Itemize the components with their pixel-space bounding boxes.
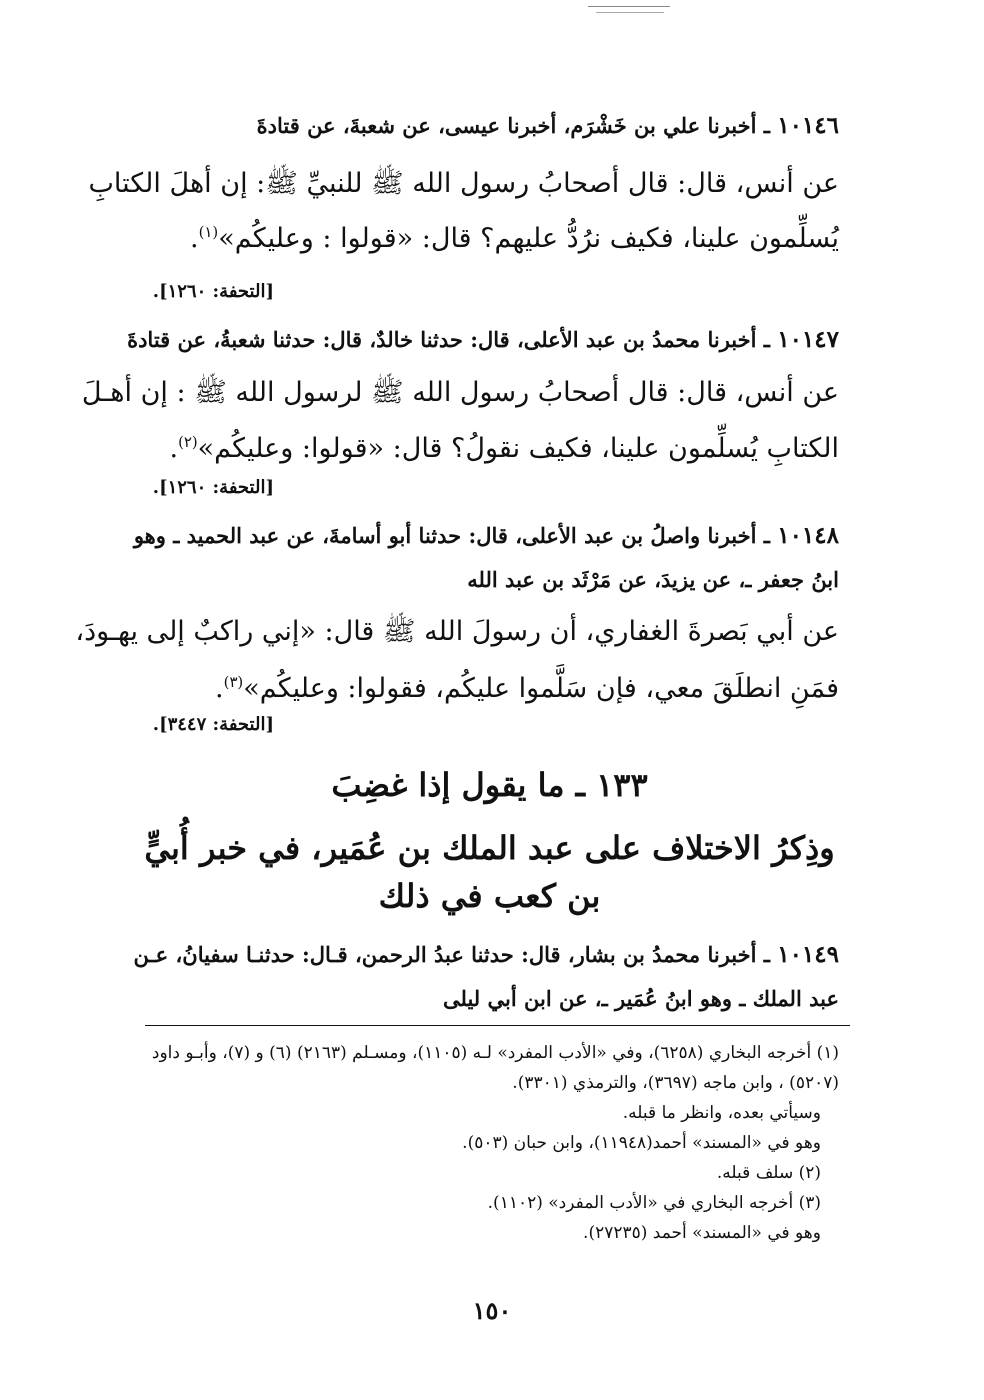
hadith-10147-matn-line1: عن أنس، قال: قال أصحابُ رسول الله ﷺ لرسول الله ﷺ : إن أهـلَ xyxy=(81,377,839,408)
hadith-10146-isnad xyxy=(140,112,839,140)
footnote-line: (٥٢٠٧) ، وابن ماجه (٣٦٩٧)، والترمذي (٣٣٠١). xyxy=(512,1073,839,1093)
hadith-10146-matn-line1: عن أنس، قال: قال أصحابُ رسول الله ﷺ للنبيِّ ﷺ: إن أهلَ الكتابِ xyxy=(88,168,839,199)
sentence-end: . xyxy=(169,433,179,464)
footnote-line: (٢) سلف قبله. xyxy=(716,1163,821,1183)
matn-text: الكتابِ يُسلِّمون علينا، فكيف نقولُ؟ قال: «قولوا: وعليكُم» xyxy=(197,433,839,464)
chapter-title: ١٣٣ ـ ما يقول إذا غضِبَ xyxy=(331,766,648,804)
hadith-10147-tuhfa-ref: [التحفة: ١٢٦٠]. xyxy=(152,477,274,498)
hadith-10148-isnad-line2: ابنُ جعفر ـ، عن يزيدَ، عن مَرْثَد بن عبد الله xyxy=(467,567,839,592)
isnad-text: ـ أخبرنا علي بن خَشْرَم، أخبرنا عيسى، عن شعبةَ، عن قتادةَ xyxy=(256,113,770,138)
hadith-number: ١٠١٤٩ xyxy=(777,941,839,968)
hadith-10148-tuhfa-ref: [التحفة: ٣٤٤٧]. xyxy=(152,714,274,735)
isnad-text: ـ أخبرنا محمدُ بن بشار، قال: حدثنا عبدُ الرحمن، قـال: حدثنـا سفيانُ، عـن xyxy=(133,942,770,967)
matn-text: يُسلِّمون علينا، فكيف نرُدُّ عليهم؟ قال: «قولوا : وعليكُم» xyxy=(218,223,839,254)
sentence-end: . xyxy=(190,223,199,254)
chapter-subtitle: وذِكرُ الاختلاف على عبد الملك بن عُمَير، في خبر أُبيٍّ بن كعب في ذلك xyxy=(144,829,835,915)
footnote-line: وهو في «المسند» أحمد(١١٩٤٨)، وابن حبان (٥٠٣). xyxy=(462,1133,821,1153)
footnote-line: وهو في «المسند» أحمد (٢٧٢٣٥). xyxy=(583,1223,821,1243)
hadith-10147-isnad xyxy=(127,326,839,354)
footnote-marker: (٢) xyxy=(178,433,198,451)
hadith-number: ١٠١٤٦ xyxy=(777,112,839,139)
hadith-10149-isnad-line1 xyxy=(133,941,839,969)
footnote-separator xyxy=(145,1025,850,1026)
hadith-10149-isnad-line2: عبد الملك ـ وهو ابنُ عُمَير ـ، عن ابن أبي ليلى xyxy=(443,986,839,1011)
footnote-line: (٣) أخرجه البخاري في «الأدب المفرد» (١١٠٢). xyxy=(487,1193,821,1213)
hadith-10148-isnad-line1 xyxy=(133,522,839,550)
hadith-number: ١٠١٤٨ xyxy=(777,522,839,549)
top-decorative-rule xyxy=(588,6,670,7)
isnad-text: ـ أخبرنا واصلُ بن عبد الأعلى، قال: حدثنا أبو أسامةَ، عن عبد الحميد ـ وهو xyxy=(133,523,770,548)
hadith-number: ١٠١٤٧ xyxy=(777,326,839,353)
hadith-10148-matn-line1: عن أبي بَصرةَ الغفاري، أن رسولَ الله ﷺ قال: «إني راكبٌ إلى يهـودَ، xyxy=(75,616,839,647)
top-decorative-rule-inner xyxy=(596,12,664,13)
sentence-end: . xyxy=(215,673,224,704)
isnad-text: ـ أخبرنا محمدُ بن عبد الأعلى، قال: حدثنا خالدٌ، قال: حدثنا شعبةُ، عن قتادةَ xyxy=(127,327,770,352)
footnote-line: (١) أخرجه البخاري (٦٢٥٨)، وفي «الأدب المفرد» لـه (١١٠٥)، ومسـلم (٢١٦٣) (٦) و (٧)، وأبـو داود xyxy=(151,1043,839,1063)
hadith-10147-matn-line2 xyxy=(140,424,839,467)
hadith-10146-matn-line2 xyxy=(140,214,839,257)
footnote-marker: (٣) xyxy=(223,673,244,691)
matn-text: فمَنِ انطلَقَ معي، فإن سَلَّموا عليكُم، فقولوا: وعليكُم» xyxy=(243,673,839,704)
footnote-line: وسيأتي بعده، وانظر ما قبله. xyxy=(622,1103,821,1123)
hadith-10148-matn-line2 xyxy=(140,664,839,707)
footnote-marker: (١) xyxy=(198,223,219,241)
page-number: ١٥٠ xyxy=(472,1296,512,1325)
hadith-10146-tuhfa-ref: [التحفة: ١٢٦٠]. xyxy=(152,281,274,302)
